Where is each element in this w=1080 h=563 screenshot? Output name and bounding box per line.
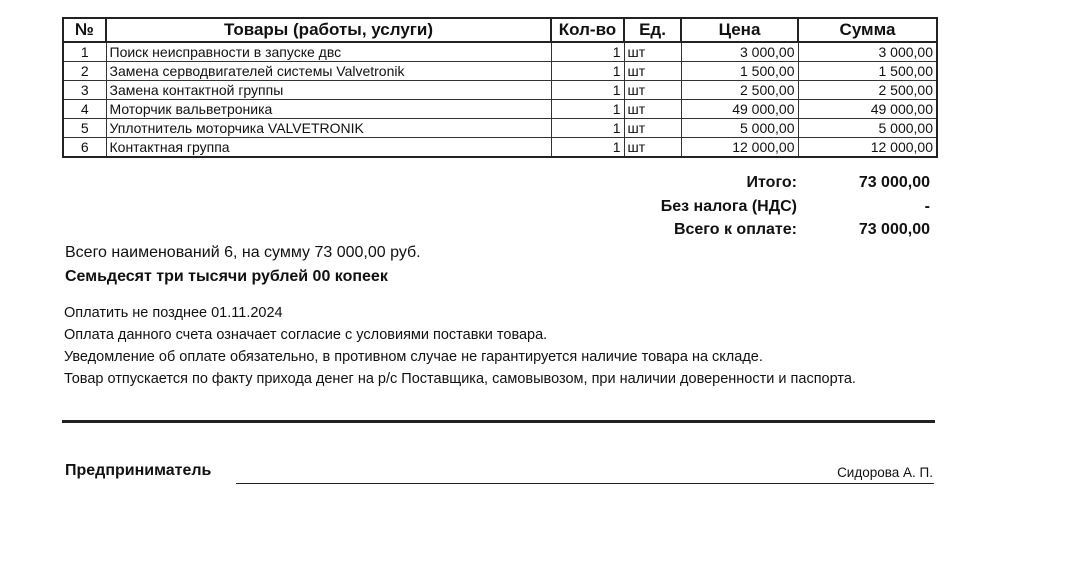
note-agreement: Оплата данного счета означает согласие с условиями поставки товара. [64, 327, 548, 343]
table-row [63, 119, 937, 138]
row-goods: Контактная группа [106, 138, 551, 158]
row-quantity: 1 [551, 100, 624, 119]
header-quantity: Кол-во [551, 18, 624, 42]
signature-name: Сидорова А. П. [837, 465, 933, 480]
note-notification: Уведомление об оплате обязательно, в противном случае не гарантируется наличие товара на складе. [64, 349, 763, 365]
row-unit: шт [624, 119, 681, 138]
row-quantity: 1 [551, 138, 624, 158]
header-unit: Ед. [624, 18, 681, 42]
payable-value: 73 000,00 [858, 221, 930, 238]
row-number: 5 [63, 119, 106, 138]
table-row [63, 138, 937, 158]
signature-line [236, 483, 934, 484]
header-sum: Сумма [798, 18, 937, 42]
row-price: 2 500,00 [681, 81, 798, 100]
row-number: 4 [63, 100, 106, 119]
row-goods: Поиск неисправности в запуске двс [106, 42, 551, 62]
table-header-row [63, 18, 937, 42]
row-sum: 1 500,00 [798, 62, 937, 81]
row-unit: шт [624, 138, 681, 158]
divider [62, 420, 935, 423]
vat-value: - [924, 198, 930, 215]
row-goods: Моторчик вальветроника [106, 100, 551, 119]
row-sum: 5 000,00 [798, 119, 937, 138]
vat-label: Без налога (НДС) [660, 198, 797, 215]
table-row [63, 42, 937, 62]
row-sum: 3 000,00 [798, 42, 937, 62]
row-sum: 49 000,00 [798, 100, 937, 119]
row-number: 2 [63, 62, 106, 81]
payment-notes [64, 305, 924, 393]
row-price: 3 000,00 [681, 42, 798, 62]
note-release: Товар отпускается по факту прихода денег на р/с Поставщика, самовывозом, при наличии доверенности и паспорта. [64, 371, 856, 387]
table-row [63, 62, 937, 81]
total-label: Итого: [746, 174, 797, 191]
payable-label: Всего к оплате: [673, 221, 797, 238]
row-sum: 12 000,00 [798, 138, 937, 158]
row-goods: Замена контактной группы [106, 81, 551, 100]
total-row [600, 174, 930, 194]
table-row [63, 100, 937, 119]
amount-in-words: Семьдесят три тысячи рублей 00 копеек [65, 268, 388, 285]
row-goods: Замена серводвигателей системы Valvetronik [106, 62, 551, 81]
header-number: № [63, 18, 106, 42]
total-value: 73 000,00 [858, 174, 930, 191]
cut-off-title [0, 0, 1080, 4]
row-price: 5 000,00 [681, 119, 798, 138]
row-unit: шт [624, 100, 681, 119]
row-price: 49 000,00 [681, 100, 798, 119]
row-quantity: 1 [551, 81, 624, 100]
items-table [62, 17, 938, 158]
row-goods: Уплотнитель моторчика VALVETRONIK [106, 119, 551, 138]
signature-label: Предприниматель [65, 462, 212, 479]
row-unit: шт [624, 81, 681, 100]
row-price: 1 500,00 [681, 62, 798, 81]
row-quantity: 1 [551, 119, 624, 138]
vat-row [600, 198, 930, 218]
header-goods: Товары (работы, услуги) [106, 18, 551, 42]
table-row [63, 81, 937, 100]
row-sum: 2 500,00 [798, 81, 937, 100]
header-price: Цена [681, 18, 798, 42]
row-number: 3 [63, 81, 106, 100]
row-unit: шт [624, 42, 681, 62]
row-number: 6 [63, 138, 106, 158]
row-quantity: 1 [551, 62, 624, 81]
note-due-date: Оплатить не позднее 01.11.2024 [64, 305, 283, 321]
items-count-summary: Всего наименований 6, на сумму 73 000,00 руб. [65, 244, 421, 261]
row-quantity: 1 [551, 42, 624, 62]
row-price: 12 000,00 [681, 138, 798, 158]
row-unit: шт [624, 62, 681, 81]
row-number: 1 [63, 42, 106, 62]
payable-row [600, 221, 930, 241]
